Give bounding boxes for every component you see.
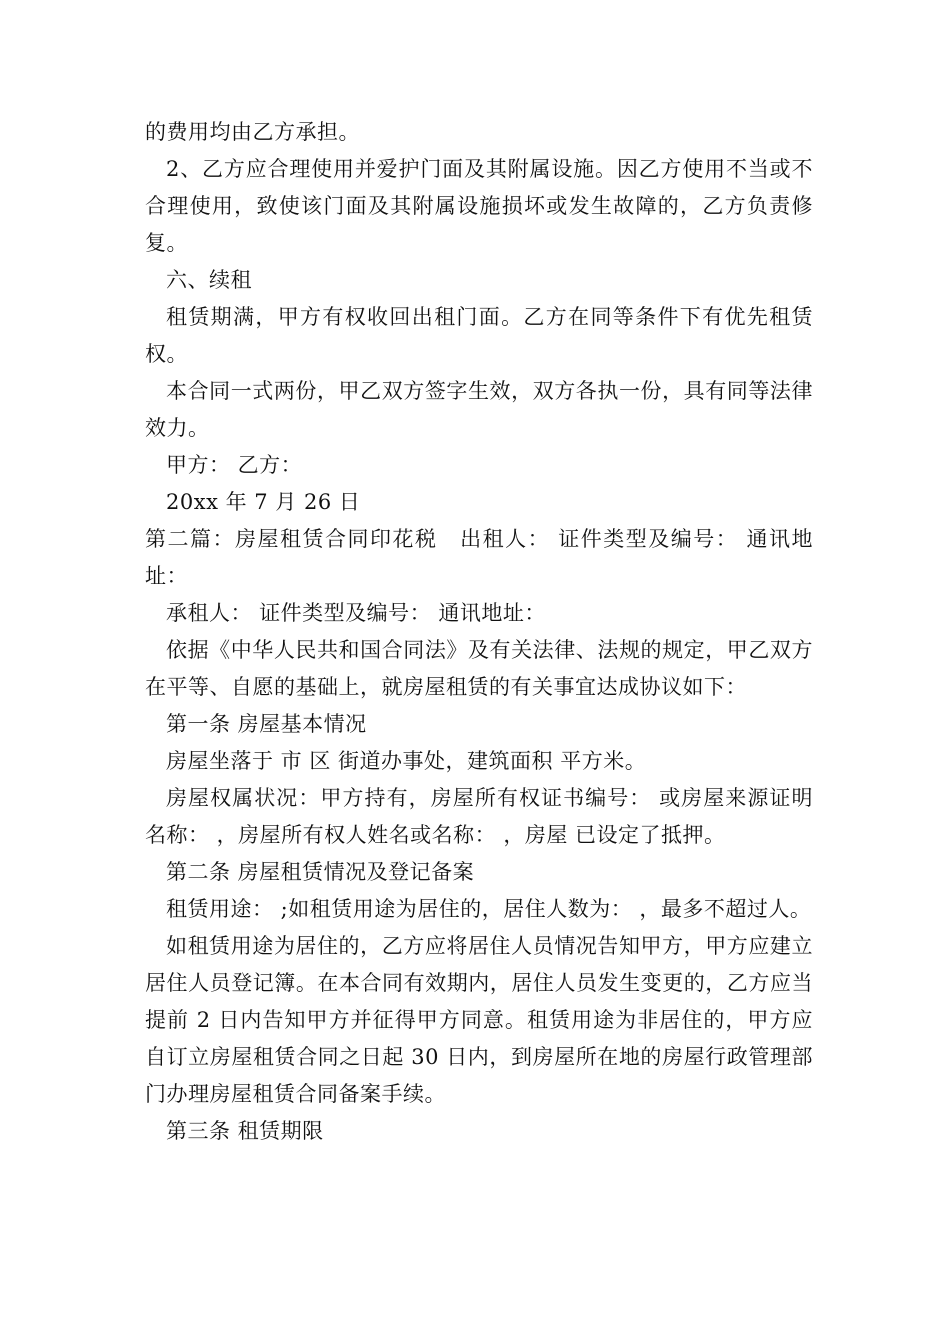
article-heading-3: 第三条 租赁期限: [166, 1119, 324, 1143]
paragraph-ownership-status: 房屋权属状况：甲方持有，房屋所有权证书编号： 或房屋来源证明名称： ，房屋所有权人姓名或名称： ，房屋 已设定了抵押。: [145, 786, 813, 847]
paragraph-copies-clause: 本合同一式两份，甲乙双方签字生效，双方各执一份，具有同等法律效力。: [145, 379, 813, 440]
document-body: [145, 114, 813, 1150]
paragraph-fee-continuation: 的费用均由乙方承担。: [145, 120, 360, 144]
paragraph-house-location: 房屋坐落于 市 区 街道办事处，建筑面积 平方米。: [166, 749, 647, 773]
article-heading-2: 第二条 房屋租赁情况及登记备案: [166, 860, 475, 884]
paragraph-legal-basis: 依据《中华人民共和国合同法》及有关法律、法规的规定，甲乙双方在平等、自愿的基础上，就房屋租赁的有关事宜达成协议如下：: [145, 638, 813, 699]
paragraph-residence-registration: 如租赁用途为居住的，乙方应将居住人员情况告知甲方，甲方应建立居住人员登记簿。在本合同有效期内，居住人员发生变更的，乙方应当提前 2 日内告知甲方并征得甲方同意。租赁用途为非居住的，甲方应自订立房屋租赁合同之日起 30 日内，到房屋所在地的房屋行政管理部门办理房屋租赁合同备案手续。: [145, 934, 813, 1106]
article-heading-1: 第一条 房屋基本情况: [166, 712, 367, 736]
paragraph-maintenance-clause: 2、乙方应合理使用并爱护门面及其附属设施。因乙方使用不当或不合理使用，致使该门面及其附属设施损坏或发生故障的，乙方负责修复。: [145, 157, 813, 255]
lessee-info-line: 承租人： 证件类型及编号： 通讯地址：: [166, 601, 546, 625]
signature-date-line: 20xx 年 7 月 26 日: [166, 490, 361, 514]
section-heading-renewal: 六、续租: [166, 268, 252, 292]
paragraph-lease-purpose: 租赁用途： ;如租赁用途为居住的，居住人数为： ，最多不超过人。: [166, 897, 812, 921]
chapter-heading-second: 第二篇：房屋租赁合同印花税 出租人： 证件类型及编号： 通讯地址：: [145, 527, 813, 588]
paragraph-renewal-terms: 租赁期满，甲方有权收回出租门面。乙方在同等条件下有优先租赁权。: [145, 305, 813, 366]
signature-parties-line: 甲方： 乙方：: [166, 453, 303, 477]
